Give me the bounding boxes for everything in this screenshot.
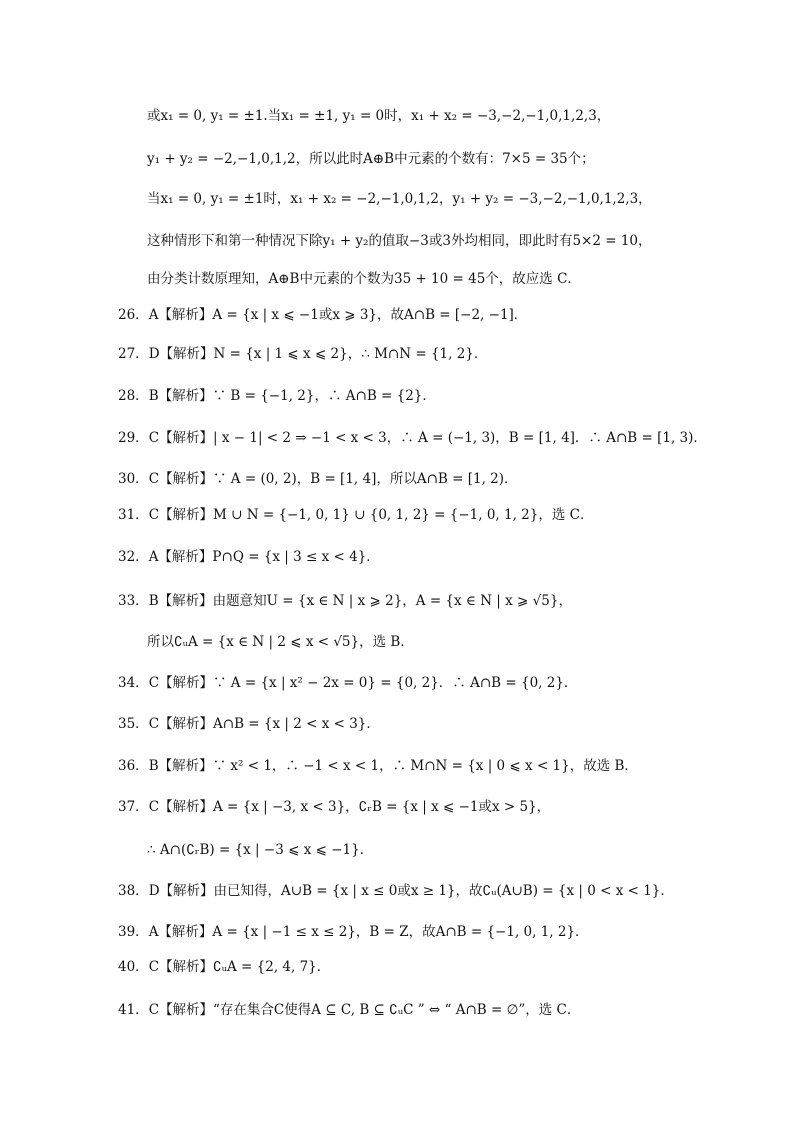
item-number: 29． [118, 430, 149, 446]
item-text: D【解析】N = {x | 1 ⩽ x ⩽ 2}，∴ M∩N = {1, 2}． [148, 346, 488, 362]
continuation-line-3: 当x₁ = 0, y₁ = ±1时，x₁ + x₂ = −2,−1,0,1,2，y₁ + y₂ = −3,−2,−1,0,1,2,3， [147, 191, 652, 207]
answer-item-39 [118, 922, 589, 942]
item-text: A【解析】A = {x | x ⩽ −1或x ⩾ 3}，故A∩B = [−2, −1]． [148, 307, 528, 323]
item-text: D【解析】由已知得，A∪B = {x | x ≤ 0或x ≥ 1}，故∁ᵤ(A∪B) = {x | 0 < x < 1}． [148, 883, 674, 899]
item-number: 37． [118, 799, 149, 815]
item-number: 41． [118, 1002, 149, 1018]
answer-item-40 [118, 957, 330, 977]
item-text: B【解析】由题意知U = {x ∈ N | x ⩾ 2}，A = {x ∈ N | x ⩾ √5}， [148, 593, 572, 609]
item-number: 40． [118, 959, 149, 975]
item-text: C【解析】∵ A = (0, 2)，B = [1, 4]，所以A∩B = [1, 2)． [148, 471, 518, 487]
item-text: B【解析】∵ x² < 1，∴ −1 < x < 1，∴ M∩N = {x | 0 ⩽ x < 1}，故选 B． [148, 758, 638, 774]
item-number: 31． [118, 507, 149, 523]
answer-item-26 [118, 305, 527, 325]
item-text: C【解析】A = {x | −3, x < 3}，∁ᵣB = {x | x ⩽ −1或x > 5}， [148, 799, 551, 815]
answer-item-33 [118, 591, 572, 611]
item-number: 36． [118, 758, 149, 774]
answer-item-29 [118, 428, 707, 448]
item-text: B【解析】∵ B = {−1, 2}，∴ A∩B = {2}． [148, 388, 436, 404]
answer-item-34 [118, 673, 577, 693]
item-number: 27． [118, 346, 149, 362]
answer-item-36 [118, 756, 638, 776]
answer-item-27 [118, 344, 487, 364]
item-text: A【解析】P∩Q = {x | 3 ≤ x < 4}． [148, 549, 380, 565]
item-text: A【解析】A = {x | −1 ≤ x ≤ 2}，B = Z，故A∩B = {−1, 0, 1, 2}． [148, 924, 589, 940]
item-number: 26． [118, 307, 149, 323]
item-text: C【解析】| x − 1| < 2 ⇒ −1 < x < 3，∴ A = (−1, 3)，B = [1, 4]．∴ A∩B = [1, 3)． [148, 430, 707, 446]
item-text: C【解析】“存在集合C使得A ⊆ C, B ⊆ ∁ᵤC ” ⇔ “ A∩B = ∅”，选 C． [148, 1002, 581, 1018]
answer-item-37-continued [147, 840, 373, 860]
answer-item-37 [118, 797, 550, 817]
answer-item-41 [118, 1000, 580, 1020]
continuation-line-2: y₁ + y₂ = −2,−1,0,1,2，所以此时A⊕B中元素的个数有：7×5 = 35个； [147, 151, 595, 167]
item-number: 35． [118, 716, 149, 732]
item-number: 30． [118, 471, 149, 487]
item-number: 33． [118, 593, 149, 609]
item-number: 34． [118, 675, 149, 691]
answer-item-33-continued [147, 632, 414, 652]
continuation-line-1: 或x₁ = 0, y₁ = ±1.当x₁ = ±1, y₁ = 0时，x₁ + x₂ = −3,−2,−1,0,1,2,3， [147, 108, 611, 124]
item-text: C【解析】A∩B = {x | 2 < x < 3}． [148, 716, 380, 732]
answer-item-38 [118, 881, 674, 901]
item-text: C【解析】∵ A = {x | x² − 2x = 0} = {0, 2}．∴ A∩B = {0, 2}． [148, 675, 578, 691]
continuation-line-4: 这种情形下和第一种情况下除y₁ + y₂的值取−3或3外均相同，即此时有5×2 = 10， [147, 233, 652, 249]
item-text: 所以∁ᵤA = {x ∈ N | 2 ⩽ x < √5}，选 B． [147, 634, 414, 650]
answer-item-28 [118, 386, 436, 406]
answer-item-30 [118, 469, 518, 489]
item-number: 39． [118, 924, 149, 940]
item-text: ∴ A∩(∁ᵣB) = {x | −3 ⩽ x ⩽ −1}． [147, 842, 374, 858]
continuation-line-5: 由分类计数原理知，A⊕B中元素的个数为35 + 10 = 45个，故应选 C． [147, 271, 581, 287]
item-number: 28． [118, 388, 149, 404]
item-number: 32． [118, 549, 149, 565]
item-text: C【解析】M ∪ N = {−1, 0, 1} ∪ {0, 1, 2} = {−1, 0, 1, 2}，选 C． [148, 507, 594, 523]
item-number: 38． [118, 883, 149, 899]
item-text: C【解析】∁ᵤA = {2, 4, 7}． [148, 959, 331, 975]
answer-item-31 [118, 505, 593, 525]
answer-item-32 [118, 547, 380, 567]
answer-item-35 [118, 714, 380, 734]
